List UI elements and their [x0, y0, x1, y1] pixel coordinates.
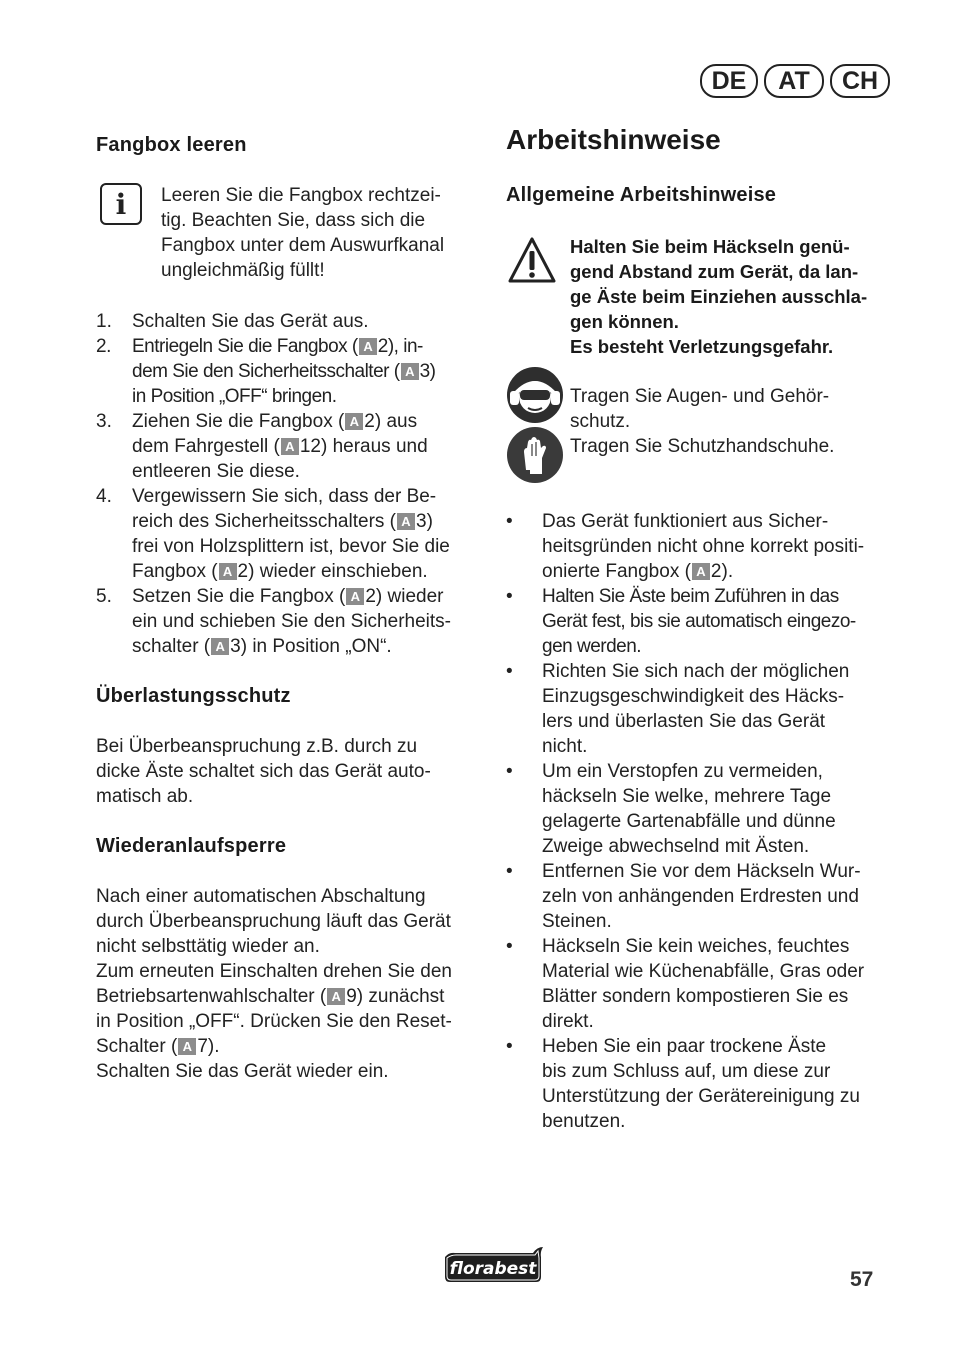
bullet-item: [506, 759, 896, 859]
page-title: Arbeitshinweise: [506, 124, 721, 155]
text-line: • Um ein Verstopfen zu vermeiden,: [542, 761, 823, 782]
bullet-item: [506, 859, 896, 934]
text-line: Einzugsgeschwindigkeit des Häcks-: [542, 686, 845, 707]
figure-a-ref: A: [345, 413, 363, 430]
step-number: 3.: [96, 411, 112, 432]
bullet-item: [506, 584, 896, 659]
info-line: ungleichmäßig füllt!: [161, 260, 325, 281]
text-line: • Das Gerät funktioniert aus Sicher-: [542, 511, 829, 532]
text-line: ein und schieben Sie den Sicherheits-: [132, 611, 451, 632]
text-line: • Häckseln Sie kein weiches, feuchtes: [542, 936, 850, 957]
text-line: bis zum Schluss auf, um diese zur: [542, 1061, 831, 1082]
text-line: Ziehen Sie die Fangbox ( A 2) aus: [132, 411, 418, 432]
step-item: [96, 334, 486, 409]
text-line: lers und überlasten Sie das Gerät: [542, 711, 826, 732]
text-line: reich des Sicherheitsschalters ( A 3): [132, 511, 433, 532]
bullet-item: [506, 659, 896, 759]
text-line: Vergewissern Sie sich, dass der Be-: [132, 486, 437, 507]
text-line: Gerät fest, bis sie automatisch eingezo-: [542, 611, 856, 632]
lang-badge-at: AT: [764, 64, 824, 98]
step-item: [96, 484, 486, 584]
lang-badge-de: DE: [700, 64, 758, 98]
text-line: Unterstützung der Gerätereinigung zu: [542, 1086, 860, 1107]
text-line: Entriegeln Sie die Fangbox ( A 2), in-: [132, 336, 423, 357]
warning-text: [570, 234, 900, 359]
bullet-item: [506, 509, 896, 584]
text-line: zeln von anhängenden Erdresten und: [542, 886, 859, 907]
step-item: [96, 409, 486, 484]
text-line: • Richten Sie sich nach der möglichen: [542, 661, 850, 682]
info-line: Fangbox unter dem Auswurfkanal: [161, 235, 445, 256]
text-line: heitsgründen nicht ohne korrekt positi-: [542, 536, 865, 557]
text-line: gelagerte Gartenabfälle und dünne: [542, 811, 836, 832]
warning-triangle-icon: [507, 236, 557, 284]
info-note: [161, 183, 481, 283]
warning-line: Halten Sie beim Häckseln genü-: [570, 236, 850, 257]
text-line: Nach einer automatischen Abschaltung: [96, 886, 426, 907]
text-line: • Halten Sie Äste beim Zuführen in das: [542, 586, 839, 607]
figure-a-ref: A: [281, 438, 299, 455]
step-item: [96, 309, 486, 334]
text-line: entleeren Sie diese.: [132, 461, 300, 482]
figure-a-ref: A: [359, 338, 377, 355]
figure-a-ref: A: [327, 988, 345, 1005]
general-heading: Allgemeine Arbeitshinweise: [506, 184, 777, 206]
steps-list: [96, 309, 486, 659]
figure-a-ref: A: [401, 363, 419, 380]
text-line: schalter ( A 3) in Position „ON“.: [132, 636, 392, 657]
figure-a-ref: A: [219, 563, 237, 580]
text-line: onierte Fangbox ( A 2).: [542, 561, 734, 582]
ppe-text: [570, 384, 890, 459]
text-line: nicht.: [542, 736, 588, 757]
warning-line: ge Äste beim Einziehen ausschla-: [570, 286, 868, 307]
step-number: 1.: [96, 311, 112, 332]
text-line: nicht selbsttätig wieder an.: [96, 936, 320, 957]
text-line: in Position „OFF“. Drücken Sie den Reset-: [96, 1011, 452, 1032]
step-number: 2.: [96, 336, 111, 357]
text-line: gen werden.: [542, 636, 642, 657]
overload-line: Bei Überbeanspruchung z.B. durch zu: [96, 736, 418, 757]
eye-ear-protection-icon: [506, 366, 564, 424]
step-number: 4.: [96, 486, 112, 507]
overload-line: dicke Äste schaltet sich das Gerät auto-: [96, 761, 431, 782]
text-line: durch Überbeanspruchung läuft das Gerät: [96, 911, 451, 932]
figure-a-ref: A: [397, 513, 415, 530]
logo-text: florabest: [449, 1259, 537, 1279]
bullet-item: [506, 934, 896, 1034]
text-line: dem Sie den Sicherheitsschalter ( A 3): [132, 361, 436, 382]
text-line: Blätter sondern kompostieren Sie es: [542, 986, 849, 1007]
figure-a-ref: A: [346, 588, 364, 605]
text-line: Schalten Sie das Gerät wieder ein.: [96, 1061, 389, 1082]
gloves-icon: [506, 426, 564, 484]
warning-line: Es besteht Verletzungsgefahr.: [570, 336, 834, 357]
figure-a-ref: A: [178, 1038, 196, 1055]
bullet-list: [506, 509, 896, 1134]
step-number: 5.: [96, 586, 112, 607]
text-line: • Heben Sie ein paar trockene Äste: [542, 1036, 827, 1057]
step-item: [96, 584, 486, 659]
warning-line: gend Abstand zum Gerät, da lan-: [570, 261, 859, 282]
text-line: Material wie Küchenabfälle, Gras oder: [542, 961, 865, 982]
text-line: frei von Holzsplittern ist, bevor Sie die: [132, 536, 450, 557]
text-line: • Entfernen Sie vor dem Häckseln Wur-: [542, 861, 861, 882]
language-badges: [700, 64, 890, 98]
ppe-line: Tragen Sie Schutzhandschuhe.: [570, 436, 835, 457]
text-line: direkt.: [542, 1011, 594, 1032]
overload-heading: Überlastungsschutz: [96, 685, 291, 707]
text-line: dem Fahrgestell ( A 12) heraus und: [132, 436, 428, 457]
text-line: Steinen.: [542, 911, 612, 932]
text-line: Zum erneuten Einschalten drehen Sie den: [96, 961, 452, 982]
figure-a-ref: A: [692, 563, 710, 580]
fangbox-heading: Fangbox leeren: [96, 134, 247, 156]
text-line: Schalten Sie das Gerät aus.: [132, 311, 369, 332]
text-line: Fangbox ( A 2) wieder einschieben.: [132, 561, 428, 582]
info-line: Leeren Sie die Fangbox rechtzei-: [161, 185, 441, 206]
overload-text: [96, 734, 486, 809]
restart-heading: Wiederanlaufsperre: [96, 835, 287, 857]
text-line: Zweige abwechselnd mit Ästen.: [542, 836, 810, 857]
text-line: benutzen.: [542, 1111, 626, 1132]
text-line: Schalter ( A 7).: [96, 1036, 220, 1057]
figure-a-ref: A: [211, 638, 229, 655]
restart-text: [96, 884, 486, 1084]
ppe-line: Tragen Sie Augen- und Gehör-: [570, 386, 830, 407]
text-line: Setzen Sie die Fangbox ( A 2) wieder: [132, 586, 444, 607]
ppe-line: schutz.: [570, 411, 631, 432]
bullet-item: [506, 1034, 896, 1134]
text-line: Betriebsartenwahlschalter ( A 9) zunächst: [96, 986, 445, 1007]
text-line: häckseln Sie welke, mehrere Tage: [542, 786, 832, 807]
info-line: tig. Beachten Sie, dass sich die: [161, 210, 426, 231]
florabest-logo: [441, 1245, 547, 1285]
lang-badge-ch: CH: [830, 64, 890, 98]
warning-line: gen können.: [570, 311, 679, 332]
text-line: in Position „OFF“ bringen.: [132, 386, 337, 407]
info-icon: i: [100, 183, 142, 225]
page-number: 57: [850, 1268, 874, 1291]
overload-line: matisch ab.: [96, 786, 194, 807]
